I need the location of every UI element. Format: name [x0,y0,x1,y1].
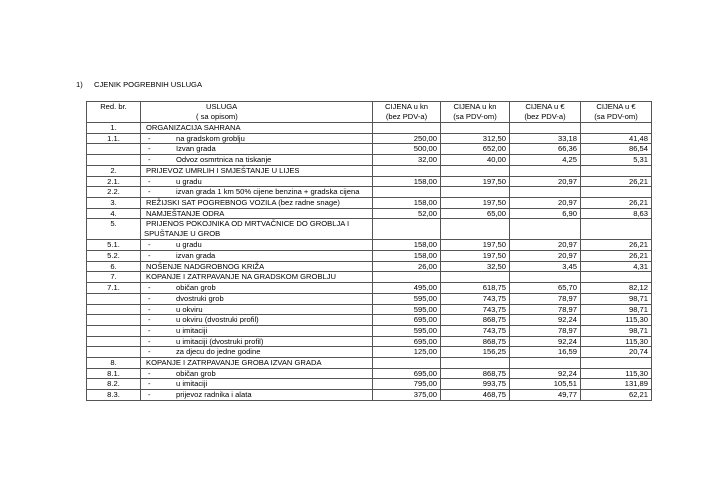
row-number: 8.1. [87,368,141,379]
service-description [141,358,373,369]
header-price-eur-gross: CIJENA u € (sa PDV-om) [581,102,652,123]
price-eur-gross: 98,71 [581,293,652,304]
price-eur-gross: 86,54 [581,144,652,155]
service-description [141,390,373,401]
price-kn-gross: 197,50 [441,176,510,187]
price-kn-gross: 468,75 [441,390,510,401]
row-number: 7.1. [87,283,141,294]
row-number [87,304,141,315]
header-price-kn-gross: CIJENA u kn (sa PDV-om) [441,102,510,123]
service-description [141,347,373,358]
bullet-dash: - [148,155,151,165]
service-description [141,187,373,198]
bullet-dash: - [148,283,151,293]
price-eur-net: 78,97 [510,293,581,304]
price-kn-gross: 156,25 [441,347,510,358]
price-eur-gross: 98,71 [581,325,652,336]
service-label: KOPANJE I ZATRPAVANJE GROBA IZVAN GRADA [146,358,322,368]
service-label: na gradskom groblju [176,133,245,143]
table-row [87,165,652,176]
price-eur-net: 65,70 [510,283,581,294]
bullet-dash: - [148,390,151,400]
price-kn-net: 500,00 [373,144,441,155]
row-number: 5.1. [87,240,141,251]
service-label: PRIJENOS POKOJNIKA OD MRTVAČNICE DO GROBLJA I SPUŠTANJE U GROB [144,219,350,239]
price-eur-net: 33,18 [510,133,581,144]
price-eur-gross [581,358,652,369]
table-row [87,144,652,155]
price-eur-net: 92,24 [510,368,581,379]
price-kn-gross [441,123,510,134]
row-number [87,325,141,336]
service-description [141,368,373,379]
service-description [141,336,373,347]
price-kn-gross: 743,75 [441,325,510,336]
service-description [141,219,373,240]
price-kn-net: 595,00 [373,293,441,304]
bullet-dash: - [148,379,151,389]
price-kn-gross: 40,00 [441,155,510,166]
price-eur-net [510,165,581,176]
row-number [87,347,141,358]
price-kn-net [373,165,441,176]
price-eur-gross: 20,74 [581,347,652,358]
service-description [141,208,373,219]
price-eur-net: 105,51 [510,379,581,390]
price-eur-net: 92,24 [510,336,581,347]
service-description [141,304,373,315]
table-row [87,347,652,358]
table-row [87,251,652,262]
price-kn-net [373,123,441,134]
service-label: u imitaciji [176,379,208,389]
service-label: ORGANIZACIJA SAHRANA [146,123,241,132]
table-row [87,208,652,219]
service-description [141,155,373,166]
table-row [87,197,652,208]
table-row [87,304,652,315]
row-number: 4. [87,208,141,219]
price-eur-gross: 26,21 [581,197,652,208]
price-eur-net [510,123,581,134]
row-number: 7. [87,272,141,283]
price-kn-net: 375,00 [373,390,441,401]
price-eur-net: 3,45 [510,261,581,272]
price-kn-net: 595,00 [373,325,441,336]
service-label: u okviru [176,304,203,314]
service-label: u imitaciji (dvostruki profil) [176,336,264,346]
service-label: u imitaciji [176,325,208,335]
price-kn-net: 495,00 [373,283,441,294]
price-eur-net: 49,77 [510,390,581,401]
service-description [141,379,373,390]
price-eur-net [510,187,581,198]
service-label: u okviru (dvostruki profil) [176,315,259,325]
price-eur-gross: 26,21 [581,251,652,262]
service-description [141,197,373,208]
service-description [141,123,373,134]
price-kn-gross: 312,50 [441,133,510,144]
price-kn-net: 125,00 [373,347,441,358]
bullet-dash: - [148,176,151,186]
bullet-dash: - [148,251,151,261]
price-kn-net: 158,00 [373,197,441,208]
service-label: PRIJEVOZ UMRLIH I SMJEŠTANJE U LIJES [146,165,300,175]
price-eur-gross: 115,30 [581,315,652,326]
price-kn-gross: 993,75 [441,379,510,390]
price-eur-gross [581,123,652,134]
service-description [141,325,373,336]
price-kn-gross: 65,00 [441,208,510,219]
bullet-dash: - [148,347,151,357]
price-eur-gross: 115,30 [581,336,652,347]
price-kn-gross: 197,50 [441,197,510,208]
row-number: 3. [87,197,141,208]
row-number: 2.2. [87,187,141,198]
price-kn-net: 795,00 [373,379,441,390]
service-description [141,293,373,304]
price-eur-gross: 62,21 [581,390,652,401]
price-eur-net: 20,97 [510,240,581,251]
price-eur-gross [581,165,652,176]
price-kn-net: 158,00 [373,240,441,251]
price-eur-gross: 41,48 [581,133,652,144]
service-label: Izvan grada [176,144,216,154]
price-eur-net: 4,25 [510,155,581,166]
price-kn-net: 26,00 [373,261,441,272]
price-kn-gross: 868,75 [441,315,510,326]
price-kn-net: 695,00 [373,336,441,347]
service-description [141,251,373,262]
price-eur-net: 20,97 [510,251,581,262]
table-row [87,293,652,304]
table-row [87,283,652,294]
price-kn-net [373,219,441,240]
price-kn-gross: 197,50 [441,251,510,262]
table-row [87,261,652,272]
price-kn-net [373,272,441,283]
price-eur-gross [581,187,652,198]
price-eur-gross: 8,63 [581,208,652,219]
service-description [141,144,373,155]
price-kn-gross: 868,75 [441,368,510,379]
price-eur-gross: 26,21 [581,176,652,187]
header-price-kn-net: CIJENA u kn (bez PDV-a) [373,102,441,123]
row-number: 1.1. [87,133,141,144]
header-usluga: USLUGA ( sa opisom) [141,102,373,123]
price-kn-net: 695,00 [373,368,441,379]
price-eur-gross [581,272,652,283]
price-kn-gross [441,187,510,198]
table-row [87,390,652,401]
price-eur-gross: 131,89 [581,379,652,390]
price-kn-net: 695,00 [373,315,441,326]
price-kn-gross: 652,00 [441,144,510,155]
row-number: 5. [87,219,141,240]
service-label: običan grob [176,283,216,293]
bullet-dash: - [148,336,151,346]
price-eur-net: 78,97 [510,325,581,336]
table-row [87,133,652,144]
service-label: običan grob [176,368,216,378]
service-label: u gradu [176,176,202,186]
row-number: 6. [87,261,141,272]
price-kn-net: 595,00 [373,304,441,315]
price-eur-net: 92,24 [510,315,581,326]
row-number: 8.2. [87,379,141,390]
row-number: 2. [87,165,141,176]
bullet-dash: - [148,293,151,303]
section-heading [76,80,202,89]
row-number: 8. [87,358,141,369]
row-number: 8.3. [87,390,141,401]
price-kn-net [373,187,441,198]
service-label: izvan grada 1 km 50% cijene benzina + gradska cijena [176,187,360,197]
price-kn-net [373,358,441,369]
row-number: 2.1. [87,176,141,187]
price-eur-net: 20,97 [510,176,581,187]
bullet-dash: - [148,144,151,154]
price-eur-gross: 5,31 [581,155,652,166]
price-kn-gross: 618,75 [441,283,510,294]
price-kn-net: 32,00 [373,155,441,166]
service-label: NAMJEŠTANJE ODRA [146,208,225,218]
service-description [141,240,373,251]
price-eur-net: 16,59 [510,347,581,358]
price-kn-gross [441,272,510,283]
price-kn-net: 158,00 [373,176,441,187]
price-table [86,101,652,401]
price-eur-net: 78,97 [510,304,581,315]
row-number [87,315,141,326]
price-eur-gross [581,219,652,240]
row-number: 5.2. [87,251,141,262]
service-description [141,165,373,176]
service-label: za djecu do jedne godine [176,347,261,357]
row-number [87,144,141,155]
bullet-dash: - [148,368,151,378]
service-description [141,272,373,283]
service-description [141,176,373,187]
service-description [141,315,373,326]
price-eur-net [510,219,581,240]
table-row [87,272,652,283]
table-row [87,358,652,369]
bullet-dash: - [148,187,151,197]
row-number [87,155,141,166]
section-title: CJENIK POGREBNIH USLUGA [94,80,203,89]
price-kn-net: 250,00 [373,133,441,144]
bullet-dash: - [148,304,151,314]
table-row [87,176,652,187]
service-label: KOPANJE I ZATRPAVANJE NA GRADSKOM GROBLJU [146,272,337,282]
row-number [87,293,141,304]
bullet-dash: - [148,325,151,335]
service-label: dvostruki grob [176,293,224,303]
price-eur-gross: 26,21 [581,240,652,251]
price-kn-net: 52,00 [373,208,441,219]
table-header-row [87,102,652,123]
price-eur-net [510,358,581,369]
price-eur-gross: 115,30 [581,368,652,379]
price-kn-net: 158,00 [373,251,441,262]
bullet-dash: - [148,240,151,250]
table-row [87,123,652,134]
service-label: Odvoz osmrtnica na tiskanje [176,155,272,165]
row-number: 1. [87,123,141,134]
table-row [87,315,652,326]
price-eur-gross: 4,31 [581,261,652,272]
price-kn-gross: 743,75 [441,304,510,315]
table-row [87,379,652,390]
price-eur-gross: 82,12 [581,283,652,294]
price-kn-gross: 868,75 [441,336,510,347]
price-kn-gross: 32,50 [441,261,510,272]
price-kn-gross [441,219,510,240]
service-label: REŽIJSKI SAT POGREBNOG VOZILA (bez radne snage) [146,197,340,207]
service-description [141,283,373,294]
header-price-eur-net: CIJENA u € (bez PDV-a) [510,102,581,123]
bullet-dash: - [148,133,151,143]
header-red-br: Red. br. [87,102,141,123]
table-row [87,187,652,198]
price-eur-net: 6,90 [510,208,581,219]
service-label: u gradu [176,240,202,250]
table-row [87,325,652,336]
table-row [87,368,652,379]
table-row [87,336,652,347]
service-label: NOŠENJE NADGROBNOG KRIŽA [146,261,265,271]
price-eur-net: 20,97 [510,197,581,208]
price-eur-net: 66,36 [510,144,581,155]
section-number: 1) [76,80,83,89]
price-eur-net [510,272,581,283]
service-label: prijevoz radnika i alata [176,390,252,400]
table-row [87,240,652,251]
service-description [141,261,373,272]
price-kn-gross: 743,75 [441,293,510,304]
service-label: izvan grada [176,251,216,261]
price-eur-gross: 98,71 [581,304,652,315]
price-kn-gross [441,358,510,369]
table-row [87,155,652,166]
table-row [87,219,652,240]
price-kn-gross [441,165,510,176]
service-description [141,133,373,144]
row-number [87,336,141,347]
bullet-dash: - [148,315,151,325]
price-kn-gross: 197,50 [441,240,510,251]
